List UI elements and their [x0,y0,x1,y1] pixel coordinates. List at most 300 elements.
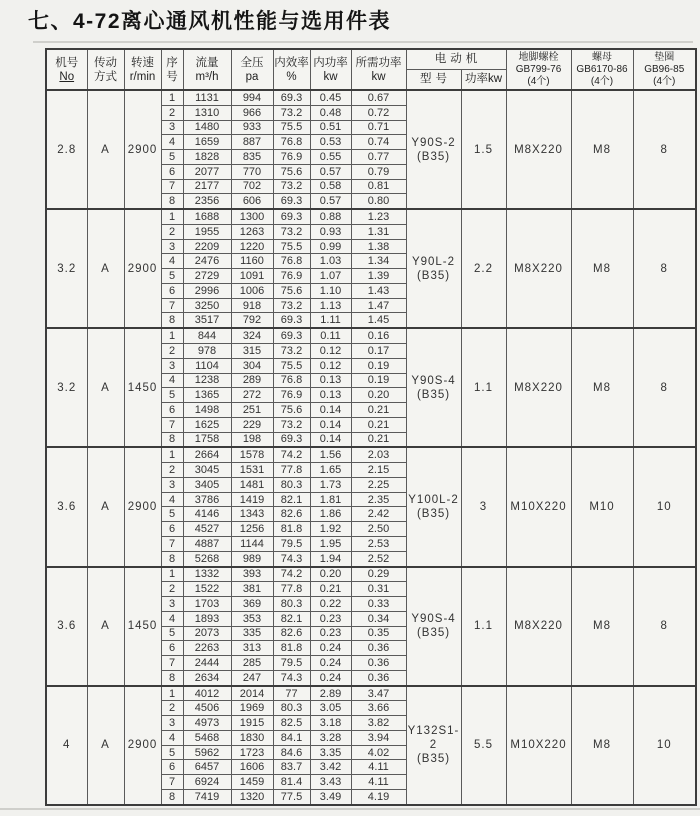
cell-seq: 3 [161,477,183,492]
cell-motor-power: 1.1 [461,328,506,447]
cell-flow: 1955 [183,224,231,239]
cell-seq: 4 [161,254,183,269]
cell-flow: 1238 [183,373,231,388]
cell-required-power: 2.25 [351,477,406,492]
cell-required-power: 0.36 [351,656,406,671]
cell-required-power: 0.80 [351,194,406,209]
cell-inner-power: 0.51 [310,120,351,135]
cell-flow: 1480 [183,120,231,135]
header-nut: 螺母 GB6170-86 (4个) [571,49,633,90]
cell-flow: 6924 [183,775,231,790]
cell-inner-power: 0.14 [310,417,351,432]
cell-pressure: 1723 [231,745,273,760]
cell-required-power: 0.36 [351,641,406,656]
cell-required-power: 3.94 [351,730,406,745]
cell-required-power: 0.72 [351,105,406,120]
cell-seq: 5 [161,150,183,165]
cell-inner-power: 1.86 [310,507,351,522]
cell-inner-power: 0.22 [310,597,351,612]
cell-seq: 3 [161,120,183,135]
cell-inner-power: 1.07 [310,269,351,284]
cell-seq: 4 [161,492,183,507]
cell-pressure: 770 [231,164,273,179]
cell-efficiency: 75.6 [273,164,310,179]
cell-required-power: 2.35 [351,492,406,507]
cell-required-power: 0.79 [351,164,406,179]
cell-nut: M8 [571,209,633,328]
cell-required-power: 1.43 [351,283,406,298]
header-fan-no: 机号 No [46,49,87,90]
cell-pressure: 1220 [231,239,273,254]
cell-efficiency: 69.3 [273,328,310,343]
cell-nut: M10 [571,447,633,566]
cell-pressure: 702 [231,179,273,194]
table-row [46,686,696,701]
cell-flow: 1522 [183,582,231,597]
cell-pressure: 251 [231,403,273,418]
cell-flow: 2263 [183,641,231,656]
cell-seq: 6 [161,522,183,537]
cell-efficiency: 74.3 [273,670,310,685]
cell-seq: 4 [161,373,183,388]
cell-motor-model: Y90S-4 (B35) [406,567,461,686]
cell-seq: 8 [161,194,183,209]
cell-inner-power: 1.56 [310,447,351,462]
cell-seq: 6 [161,164,183,179]
cell-required-power: 2.03 [351,447,406,462]
cell-seq: 3 [161,239,183,254]
cell-inner-power: 0.13 [310,388,351,403]
cell-required-power: 0.21 [351,432,406,447]
cell-washer: 8 [633,567,696,686]
cell-pressure: 1578 [231,447,273,462]
cell-speed: 1450 [124,567,161,686]
cell-washer: 8 [633,328,696,447]
cell-pressure: 1481 [231,477,273,492]
cell-washer: 10 [633,686,696,805]
cell-anchor-bolt: M8X220 [506,90,571,209]
cell-nut: M8 [571,567,633,686]
cell-flow: 3405 [183,477,231,492]
cell-seq: 1 [161,209,183,224]
cell-seq: 3 [161,716,183,731]
cell-seq: 8 [161,789,183,805]
table-header [46,49,696,90]
cell-efficiency: 74.2 [273,447,310,462]
table-row [46,209,696,224]
cell-required-power: 0.21 [351,403,406,418]
table-row [46,90,696,105]
cell-required-power: 0.16 [351,328,406,343]
cell-inner-power: 1.94 [310,551,351,566]
cell-inner-power: 1.81 [310,492,351,507]
cell-anchor-bolt: M8X220 [506,209,571,328]
cell-required-power: 1.39 [351,269,406,284]
cell-pressure: 1320 [231,789,273,805]
cell-seq: 4 [161,730,183,745]
cell-inner-power: 0.23 [310,626,351,641]
cell-efficiency: 82.1 [273,611,310,626]
cell-flow: 2664 [183,447,231,462]
table-row [46,567,696,582]
cell-required-power: 4.11 [351,760,406,775]
cell-seq: 1 [161,567,183,582]
cell-motor-model: Y132S1-2 (B35) [406,686,461,805]
header-speed: 转速 r/min [124,49,161,90]
cell-fan-no: 2.8 [46,90,87,209]
cell-fan-no: 3.6 [46,447,87,566]
cell-flow: 978 [183,344,231,359]
cell-inner-power: 0.55 [310,150,351,165]
cell-efficiency: 73.2 [273,417,310,432]
fan-performance-table [45,48,697,806]
cell-flow: 1365 [183,388,231,403]
cell-efficiency: 69.3 [273,90,310,105]
cell-efficiency: 73.2 [273,105,310,120]
cell-inner-power: 0.14 [310,432,351,447]
cell-pressure: 2014 [231,686,273,701]
cell-flow: 1659 [183,135,231,150]
header-inner-power: 内功率 kw [310,49,351,90]
cell-efficiency: 69.3 [273,313,310,328]
cell-seq: 7 [161,775,183,790]
cell-seq: 5 [161,745,183,760]
cell-seq: 6 [161,641,183,656]
cell-flow: 3045 [183,463,231,478]
cell-inner-power: 0.93 [310,224,351,239]
cell-washer: 8 [633,90,696,209]
cell-required-power: 0.74 [351,135,406,150]
cell-flow: 2729 [183,269,231,284]
cell-inner-power: 1.11 [310,313,351,328]
cell-efficiency: 84.1 [273,730,310,745]
cell-flow: 4527 [183,522,231,537]
table-row [46,328,696,343]
cell-inner-power: 2.89 [310,686,351,701]
cell-seq: 2 [161,701,183,716]
cell-seq: 3 [161,358,183,373]
header-efficiency: 内效率 % [273,49,310,90]
cell-efficiency: 76.8 [273,135,310,150]
cell-efficiency: 80.3 [273,477,310,492]
cell-required-power: 2.42 [351,507,406,522]
cell-efficiency: 75.6 [273,403,310,418]
cell-inner-power: 0.48 [310,105,351,120]
cell-inner-power: 3.35 [310,745,351,760]
cell-efficiency: 69.3 [273,194,310,209]
cell-required-power: 1.38 [351,239,406,254]
cell-seq: 4 [161,611,183,626]
cell-pressure: 1091 [231,269,273,284]
header-drive: 传动 方式 [87,49,124,90]
cell-pressure: 313 [231,641,273,656]
cell-inner-power: 1.95 [310,536,351,551]
cell-efficiency: 80.3 [273,597,310,612]
cell-seq: 1 [161,328,183,343]
cell-inner-power: 0.99 [310,239,351,254]
cell-seq: 2 [161,582,183,597]
cell-inner-power: 1.13 [310,298,351,313]
cell-pressure: 1300 [231,209,273,224]
cell-flow: 1703 [183,597,231,612]
cell-flow: 1893 [183,611,231,626]
cell-inner-power: 0.53 [310,135,351,150]
cell-required-power: 3.66 [351,701,406,716]
cell-seq: 8 [161,670,183,685]
cell-required-power: 0.67 [351,90,406,105]
cell-pressure: 304 [231,358,273,373]
cell-seq: 6 [161,403,183,418]
cell-inner-power: 0.57 [310,194,351,209]
cell-motor-power: 3 [461,447,506,566]
cell-pressure: 835 [231,150,273,165]
cell-motor-model: Y90L-2 (B35) [406,209,461,328]
cell-flow: 5468 [183,730,231,745]
cell-flow: 2444 [183,656,231,671]
cell-seq: 7 [161,536,183,551]
cell-seq: 2 [161,224,183,239]
cell-required-power: 0.20 [351,388,406,403]
cell-nut: M8 [571,686,633,805]
cell-efficiency: 81.8 [273,641,310,656]
cell-seq: 5 [161,626,183,641]
cell-pressure: 1459 [231,775,273,790]
cell-inner-power: 3.43 [310,775,351,790]
cell-inner-power: 0.14 [310,403,351,418]
cell-inner-power: 0.57 [310,164,351,179]
cell-inner-power: 1.92 [310,522,351,537]
cell-efficiency: 73.2 [273,224,310,239]
cell-required-power: 0.35 [351,626,406,641]
cell-flow: 844 [183,328,231,343]
cell-inner-power: 0.24 [310,656,351,671]
cell-pressure: 1419 [231,492,273,507]
cell-flow: 1332 [183,567,231,582]
cell-efficiency: 83.7 [273,760,310,775]
cell-required-power: 0.19 [351,373,406,388]
cell-washer: 10 [633,447,696,566]
header-motor-power: 功率kw [461,69,506,90]
header-required-power: 所需功率 kw [351,49,406,90]
cell-pressure: 229 [231,417,273,432]
cell-efficiency: 82.5 [273,716,310,731]
cell-flow: 6457 [183,760,231,775]
table-body [46,90,696,805]
cell-efficiency: 76.8 [273,254,310,269]
cell-inner-power: 3.28 [310,730,351,745]
cell-flow: 1104 [183,358,231,373]
cell-seq: 8 [161,313,183,328]
cell-efficiency: 82.1 [273,492,310,507]
cell-seq: 1 [161,90,183,105]
cell-speed: 1450 [124,328,161,447]
cell-efficiency: 73.2 [273,344,310,359]
cell-pressure: 1606 [231,760,273,775]
cell-flow: 7419 [183,789,231,805]
cell-pressure: 1006 [231,283,273,298]
cell-speed: 2900 [124,209,161,328]
cell-required-power: 1.34 [351,254,406,269]
cell-pressure: 198 [231,432,273,447]
cell-drive: A [87,567,124,686]
cell-efficiency: 82.6 [273,507,310,522]
cell-seq: 1 [161,686,183,701]
cell-efficiency: 81.8 [273,522,310,537]
cell-seq: 4 [161,135,183,150]
cell-flow: 4973 [183,716,231,731]
cell-seq: 2 [161,344,183,359]
cell-anchor-bolt: M10X220 [506,686,571,805]
cell-seq: 7 [161,179,183,194]
cell-required-power: 0.77 [351,150,406,165]
cell-nut: M8 [571,328,633,447]
cell-efficiency: 80.3 [273,701,310,716]
header-seq: 序 号 [161,49,183,90]
cell-required-power: 4.19 [351,789,406,805]
cell-required-power: 0.17 [351,344,406,359]
cell-inner-power: 0.12 [310,358,351,373]
cell-pressure: 1256 [231,522,273,537]
cell-efficiency: 77.8 [273,582,310,597]
cell-efficiency: 75.5 [273,358,310,373]
cell-seq: 2 [161,463,183,478]
cell-required-power: 0.19 [351,358,406,373]
cell-pressure: 1830 [231,730,273,745]
cell-required-power: 2.50 [351,522,406,537]
cell-required-power: 0.81 [351,179,406,194]
cell-flow: 3250 [183,298,231,313]
cell-required-power: 0.36 [351,670,406,685]
cell-inner-power: 0.20 [310,567,351,582]
cell-flow: 2177 [183,179,231,194]
cell-flow: 5962 [183,745,231,760]
cell-seq: 7 [161,417,183,432]
cell-seq: 6 [161,283,183,298]
cell-flow: 4506 [183,701,231,716]
page-title: 七、4-72离心通风机性能与选用件表 [28,10,392,33]
cell-flow: 2073 [183,626,231,641]
cell-inner-power: 0.11 [310,328,351,343]
cell-seq: 5 [161,269,183,284]
cell-flow: 1688 [183,209,231,224]
cell-flow: 2634 [183,670,231,685]
cell-inner-power: 0.58 [310,179,351,194]
cell-efficiency: 84.6 [273,745,310,760]
cell-efficiency: 69.3 [273,432,310,447]
cell-efficiency: 74.2 [273,567,310,582]
cell-flow: 2476 [183,254,231,269]
cell-motor-model: Y90S-4 (B35) [406,328,461,447]
cell-seq: 7 [161,656,183,671]
cell-required-power: 1.47 [351,298,406,313]
cell-fan-no: 3.6 [46,567,87,686]
cell-efficiency: 75.6 [273,283,310,298]
cell-required-power: 2.15 [351,463,406,478]
cell-pressure: 966 [231,105,273,120]
cell-drive: A [87,686,124,805]
cell-seq: 2 [161,105,183,120]
cell-efficiency: 69.3 [273,209,310,224]
cell-drive: A [87,90,124,209]
cell-required-power: 0.21 [351,417,406,432]
cell-pressure: 353 [231,611,273,626]
cell-inner-power: 0.13 [310,373,351,388]
cell-flow: 3786 [183,492,231,507]
header-flow: 流量 m³/h [183,49,231,90]
header-washer: 垫圈 GB96-85 (4个) [633,49,696,90]
cell-required-power: 0.34 [351,611,406,626]
cell-required-power: 0.71 [351,120,406,135]
cell-pressure: 381 [231,582,273,597]
cell-inner-power: 3.49 [310,789,351,805]
cell-flow: 1758 [183,432,231,447]
cell-seq: 1 [161,447,183,462]
cell-efficiency: 73.2 [273,298,310,313]
cell-pressure: 606 [231,194,273,209]
cell-flow: 1625 [183,417,231,432]
cell-inner-power: 3.05 [310,701,351,716]
cell-pressure: 1915 [231,716,273,731]
cell-required-power: 2.53 [351,536,406,551]
cell-required-power: 0.33 [351,597,406,612]
cell-required-power: 3.47 [351,686,406,701]
cell-pressure: 887 [231,135,273,150]
header-motor-model: 型号 [406,69,461,90]
cell-inner-power: 1.10 [310,283,351,298]
cell-seq: 6 [161,760,183,775]
cell-pressure: 369 [231,597,273,612]
cell-anchor-bolt: M8X220 [506,567,571,686]
cell-pressure: 994 [231,90,273,105]
cell-drive: A [87,209,124,328]
cell-flow: 1131 [183,90,231,105]
header-motor: 电动机 [406,49,506,69]
cell-required-power: 0.29 [351,567,406,582]
cell-efficiency: 82.6 [273,626,310,641]
cell-inner-power: 0.88 [310,209,351,224]
cell-efficiency: 76.9 [273,150,310,165]
cell-fan-no: 3.2 [46,209,87,328]
cell-pressure: 272 [231,388,273,403]
cell-flow: 2356 [183,194,231,209]
cell-flow: 1498 [183,403,231,418]
cell-pressure: 335 [231,626,273,641]
cell-efficiency: 77.8 [273,463,310,478]
cell-inner-power: 0.45 [310,90,351,105]
header-pressure: 全压 pa [231,49,273,90]
cell-fan-no: 4 [46,686,87,805]
cell-motor-power: 5.5 [461,686,506,805]
cell-pressure: 1531 [231,463,273,478]
cell-required-power: 1.23 [351,209,406,224]
cell-flow: 4012 [183,686,231,701]
cell-speed: 2900 [124,686,161,805]
cell-pressure: 1263 [231,224,273,239]
scan-artifact-line-top [33,41,693,43]
cell-motor-model: Y90S-2 (B35) [406,90,461,209]
cell-pressure: 247 [231,670,273,685]
cell-flow: 2996 [183,283,231,298]
cell-efficiency: 76.9 [273,388,310,403]
cell-pressure: 324 [231,328,273,343]
cell-efficiency: 75.5 [273,239,310,254]
cell-seq: 8 [161,432,183,447]
cell-efficiency: 79.5 [273,656,310,671]
cell-anchor-bolt: M8X220 [506,328,571,447]
cell-inner-power: 0.12 [310,344,351,359]
cell-inner-power: 0.24 [310,641,351,656]
cell-efficiency: 81.4 [273,775,310,790]
